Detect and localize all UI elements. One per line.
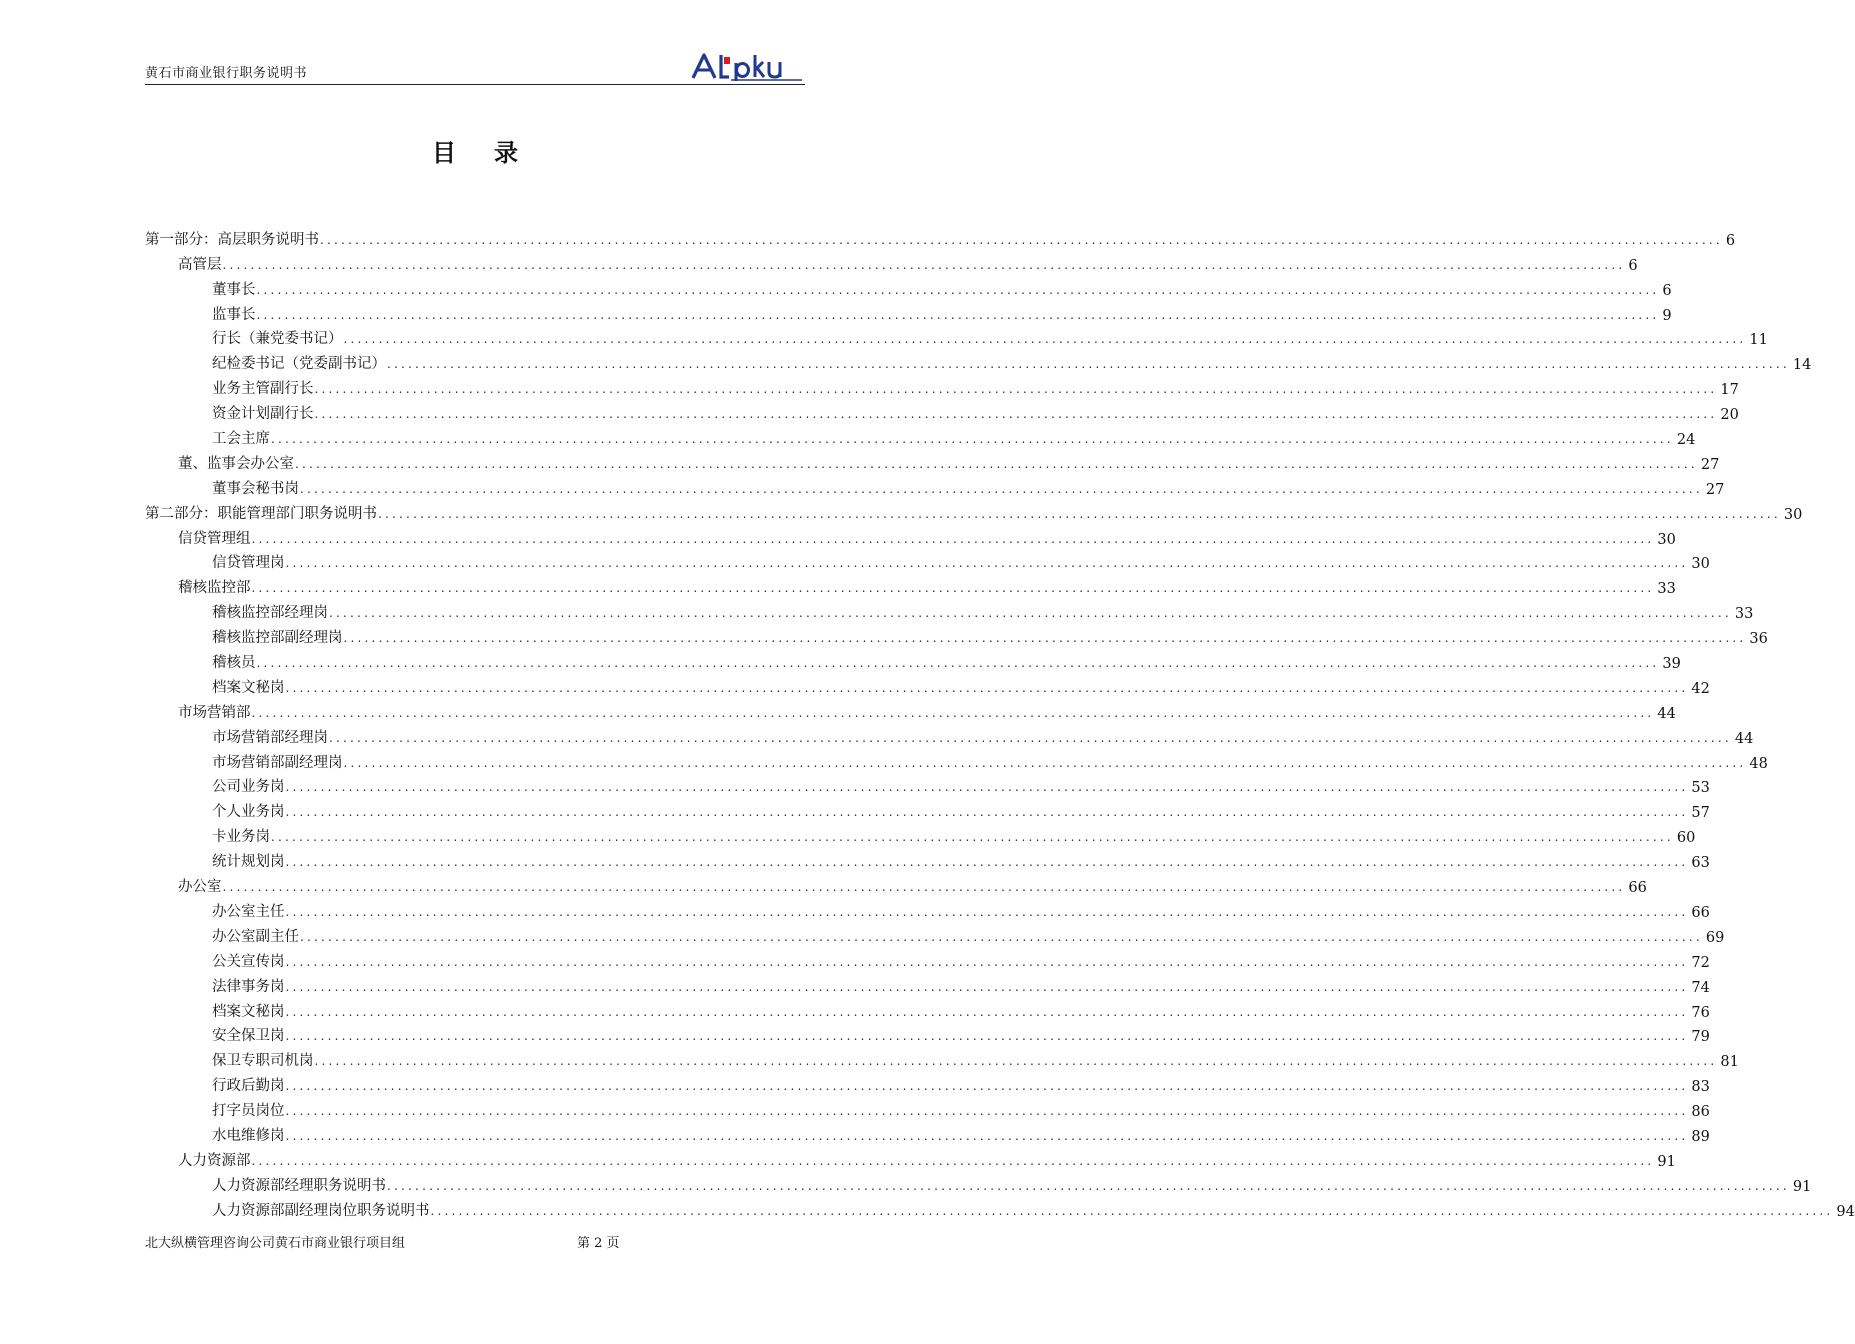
- toc-entry-label: 稽核员: [212, 655, 256, 672]
- toc-entry-page: 24: [1676, 432, 1696, 449]
- toc-dot-leader: ........................................................................................................................................................................................................: [271, 432, 1674, 447]
- toc-dot-leader: ........................................................................................................................................................................................................: [343, 631, 1747, 646]
- toc-entry-label: 高管层: [178, 256, 222, 273]
- toc-entry[interactable]: [145, 398, 1739, 424]
- toc-entry[interactable]: [145, 697, 1676, 722]
- toc-entry[interactable]: [145, 249, 1638, 274]
- toc-entry-label: 董事长: [212, 281, 256, 298]
- toc-entry-label: 行长（兼党委书记）: [212, 331, 343, 348]
- toc-entry[interactable]: [145, 572, 1676, 598]
- toc-dot-leader: ........................................................................................................................................................................................................: [285, 1004, 1689, 1019]
- toc-entry-page: 17: [1720, 382, 1739, 399]
- toc-entry[interactable]: [145, 722, 1754, 747]
- toc-entry-label: 安全保卫岗: [212, 1028, 285, 1045]
- toc-entry-page: 6: [1725, 232, 1736, 249]
- toc-entry[interactable]: [145, 448, 1720, 473]
- toc-entry-label: 稽核监控部副经理岗: [212, 630, 343, 647]
- toc-entry-label: 资金计划副行长: [212, 406, 314, 423]
- toc-dot-leader: ........................................................................................................................................................................................................: [285, 680, 1689, 695]
- toc-entry[interactable]: [145, 772, 1710, 797]
- toc-entry-label: 市场营销部经理岗: [212, 729, 328, 746]
- toc-entry[interactable]: [145, 473, 1725, 498]
- toc-dot-leader: ........................................................................................................................................................................................................: [256, 307, 1660, 322]
- toc-entry-page: 27: [1700, 456, 1720, 473]
- toc-entry-page: 6: [1662, 282, 1672, 299]
- footer-org: 北大纵横管理咨询公司黄石市商业银行项目组: [145, 1236, 406, 1251]
- toc-entry-label: 第二部分：职能管理部门职务说明书: [145, 505, 377, 522]
- toc-dot-leader: ........................................................................................................................................................................................................: [343, 755, 1747, 770]
- toc-entry[interactable]: [145, 597, 1754, 623]
- toc-dot-leader: ........................................................................................................................................................................................................: [251, 705, 1655, 720]
- toc-entry-page: 53: [1691, 780, 1710, 797]
- toc-entry-page: 69: [1705, 929, 1725, 946]
- toc-entry-page: 60: [1676, 830, 1696, 847]
- toc-entry[interactable]: [145, 946, 1710, 971]
- toc-entry-label: 人力资源部: [178, 1152, 251, 1169]
- toc-entry-label: 个人业务岗: [212, 804, 285, 821]
- toc-dot-leader: ........................................................................................................................................................................................................: [300, 481, 1703, 496]
- toc-entry-label: 档案文秘岗: [212, 1003, 285, 1020]
- toc-dot-leader: ........................................................................................................................................................................................................: [285, 855, 1689, 870]
- toc-entry[interactable]: [145, 896, 1710, 921]
- toc-entry-label: 公关宣传岗: [212, 953, 285, 970]
- toc-dot-leader: ........................................................................................................................................................................................................: [300, 929, 1703, 944]
- table-of-contents: [145, 224, 1855, 1220]
- toc-entry[interactable]: [145, 299, 1672, 324]
- toc-entry-page: 30: [1691, 556, 1710, 573]
- toc-entry[interactable]: [145, 1120, 1710, 1145]
- toc-dot-leader: ........................................................................................................................................................................................................: [285, 979, 1689, 994]
- allpku-logo: [691, 51, 803, 81]
- toc-dot-leader: ........................................................................................................................................................................................................: [430, 1203, 1834, 1218]
- toc-entry[interactable]: [145, 1021, 1710, 1046]
- toc-entry-page: 39: [1662, 656, 1681, 673]
- toc-entry-page: 79: [1691, 1029, 1710, 1046]
- toc-dot-leader: ........................................................................................................................................................................................................: [271, 830, 1674, 845]
- toc-entry-label: 工会主席: [212, 431, 270, 448]
- toc-entry-label: 保卫专职司机岗: [212, 1053, 314, 1070]
- toc-entry-page: 89: [1691, 1128, 1710, 1145]
- toc-dot-leader: ........................................................................................................................................................................................................: [285, 904, 1689, 919]
- toc-entry-page: 86: [1691, 1104, 1710, 1121]
- toc-dot-leader: ........................................................................................................................................................................................................: [285, 805, 1689, 820]
- toc-entry-label: 第一部分：高层职务说明书: [145, 231, 319, 248]
- toc-entry-page: 9: [1662, 307, 1672, 324]
- toc-dot-leader: ........................................................................................................................................................................................................: [285, 1079, 1689, 1094]
- toc-entry[interactable]: [145, 348, 1812, 374]
- toc-entry-label: 业务主管副行长: [212, 381, 314, 398]
- toc-entry[interactable]: [145, 672, 1710, 697]
- toc-entry-page: 91: [1792, 1178, 1812, 1195]
- toc-dot-leader: ........................................................................................................................................................................................................: [329, 730, 1732, 745]
- toc-entry-page: 44: [1657, 705, 1676, 722]
- toc-dot-leader: ........................................................................................................................................................................................................: [285, 1128, 1689, 1143]
- toc-entry-label: 打字员岗位: [212, 1103, 285, 1120]
- toc-dot-leader: ........................................................................................................................................................................................................: [222, 257, 1626, 272]
- toc-dot-leader: ........................................................................................................................................................................................................: [343, 332, 1747, 347]
- toc-entry-label: 信贷管理组: [178, 530, 251, 547]
- toc-entry-label: 统计规划岗: [212, 854, 285, 871]
- toc-entry[interactable]: [145, 1145, 1676, 1170]
- toc-dot-leader: ........................................................................................................................................................................................................: [222, 880, 1626, 895]
- toc-entry[interactable]: [145, 224, 1736, 249]
- toc-dot-leader: ........................................................................................................................................................................................................: [251, 531, 1655, 546]
- toc-entry[interactable]: [145, 548, 1710, 573]
- toc-entry[interactable]: [145, 846, 1710, 872]
- toc-entry-page: 66: [1691, 904, 1710, 921]
- toc-dot-leader: ........................................................................................................................................................................................................: [256, 282, 1660, 297]
- toc-entry-page: 91: [1657, 1153, 1676, 1170]
- header-title: 黄石市商业银行职务说明书: [145, 66, 308, 81]
- toc-entry-page: 48: [1749, 755, 1768, 772]
- toc-entry-label: 市场营销部副经理岗: [212, 754, 343, 771]
- toc-entry-label: 人力资源部经理职务说明书: [212, 1177, 386, 1194]
- toc-dot-leader: ........................................................................................................................................................................................................: [378, 506, 1781, 521]
- toc-entry-page: 76: [1691, 1004, 1710, 1021]
- toc-dot-leader: ........................................................................................................................................................................................................: [295, 456, 1698, 471]
- toc-entry-label: 董、监事会办公室: [178, 455, 294, 472]
- toc-dot-leader: ........................................................................................................................................................................................................: [256, 656, 1660, 671]
- page-title: 目录: [432, 138, 556, 167]
- toc-entry[interactable]: [145, 996, 1710, 1021]
- toc-entry-page: 81: [1720, 1054, 1739, 1071]
- toc-entry-page: 94: [1836, 1203, 1855, 1220]
- toc-entry-label: 稽核监控部经理岗: [212, 605, 328, 622]
- toc-entry-label: 档案文秘岗: [212, 679, 285, 696]
- toc-entry-label: 办公室: [178, 879, 222, 896]
- toc-dot-leader: ........................................................................................................................................................................................................: [387, 357, 1790, 372]
- toc-entry[interactable]: [145, 423, 1696, 449]
- toc-dot-leader: ........................................................................................................................................................................................................: [285, 556, 1689, 571]
- toc-dot-leader: ........................................................................................................................................................................................................: [285, 780, 1689, 795]
- toc-dot-leader: ........................................................................................................................................................................................................: [285, 1104, 1689, 1119]
- toc-entry[interactable]: [145, 921, 1725, 946]
- toc-entry-label: 市场营销部: [178, 704, 251, 721]
- toc-entry-label: 监事长: [212, 306, 256, 323]
- toc-entry[interactable]: [145, 871, 1647, 897]
- toc-entry-page: 33: [1657, 581, 1676, 598]
- toc-entry-label: 办公室副主任: [212, 928, 299, 945]
- toc-entry-page: 30: [1783, 506, 1803, 523]
- toc-entry[interactable]: [145, 971, 1710, 996]
- toc-entry[interactable]: [145, 1195, 1855, 1220]
- toc-entry-label: 人力资源部副经理岗位职务说明书: [212, 1202, 430, 1219]
- toc-entry-label: 公司业务岗: [212, 779, 285, 796]
- page-header: [145, 50, 805, 85]
- toc-entry-label: 信贷管理岗: [212, 555, 285, 572]
- toc-entry-page: 20: [1720, 407, 1739, 424]
- toc-entry-page: 36: [1749, 631, 1768, 648]
- toc-entry[interactable]: [145, 747, 1768, 772]
- toc-entry[interactable]: [145, 821, 1696, 847]
- toc-entry[interactable]: [145, 1170, 1812, 1195]
- toc-entry-label: 稽核监控部: [178, 580, 251, 597]
- toc-dot-leader: ........................................................................................................................................................................................................: [320, 232, 1723, 247]
- toc-dot-leader: ........................................................................................................................................................................................................: [314, 382, 1718, 397]
- toc-entry[interactable]: [145, 373, 1739, 399]
- toc-entry-page: 14: [1792, 357, 1812, 374]
- toc-entry-label: 董事会秘书岗: [212, 480, 299, 497]
- toc-entry-page: 83: [1691, 1079, 1710, 1096]
- toc-dot-leader: ........................................................................................................................................................................................................: [329, 606, 1732, 621]
- toc-entry-page: 27: [1705, 481, 1725, 498]
- toc-entry[interactable]: [145, 324, 1768, 349]
- toc-dot-leader: ........................................................................................................................................................................................................: [251, 581, 1655, 596]
- toc-entry[interactable]: [145, 274, 1672, 299]
- toc-entry-label: 行政后勤岗: [212, 1078, 285, 1095]
- toc-entry-label: 卡业务岗: [212, 829, 270, 846]
- toc-entry[interactable]: [145, 523, 1676, 548]
- toc-entry[interactable]: [145, 1045, 1739, 1071]
- toc-entry-label: 水电维修岗: [212, 1127, 285, 1144]
- toc-entry-page: 11: [1749, 332, 1768, 349]
- toc-entry-page: 6: [1628, 257, 1638, 274]
- toc-dot-leader: ........................................................................................................................................................................................................: [285, 1029, 1689, 1044]
- toc-entry-page: 74: [1691, 979, 1710, 996]
- toc-entry[interactable]: [145, 796, 1710, 822]
- toc-entry-page: 42: [1691, 680, 1710, 697]
- toc-entry-label: 纪检委书记（党委副书记）: [212, 356, 386, 373]
- toc-dot-leader: ........................................................................................................................................................................................................: [314, 407, 1718, 422]
- toc-entry-page: 72: [1691, 954, 1710, 971]
- toc-entry-label: 办公室主任: [212, 903, 285, 920]
- toc-entry-page: 44: [1734, 730, 1754, 747]
- toc-dot-leader: ........................................................................................................................................................................................................: [251, 1153, 1655, 1168]
- toc-entry-page: 30: [1657, 531, 1676, 548]
- toc-entry-label: 法律事务岗: [212, 978, 285, 995]
- toc-dot-leader: ........................................................................................................................................................................................................: [387, 1178, 1790, 1193]
- toc-dot-leader: ........................................................................................................................................................................................................: [285, 954, 1689, 969]
- toc-entry[interactable]: [145, 1095, 1710, 1121]
- toc-entry[interactable]: [145, 647, 1681, 673]
- toc-entry-page: 57: [1691, 805, 1710, 822]
- toc-entry-page: 66: [1628, 880, 1647, 897]
- toc-entry[interactable]: [145, 498, 1803, 523]
- footer-page-number: 第 2 页: [577, 1236, 620, 1251]
- toc-entry[interactable]: [145, 1070, 1710, 1096]
- toc-entry[interactable]: [145, 622, 1768, 648]
- toc-entry-page: 63: [1691, 855, 1710, 872]
- toc-entry-page: 33: [1734, 606, 1754, 623]
- toc-dot-leader: ........................................................................................................................................................................................................: [314, 1054, 1718, 1069]
